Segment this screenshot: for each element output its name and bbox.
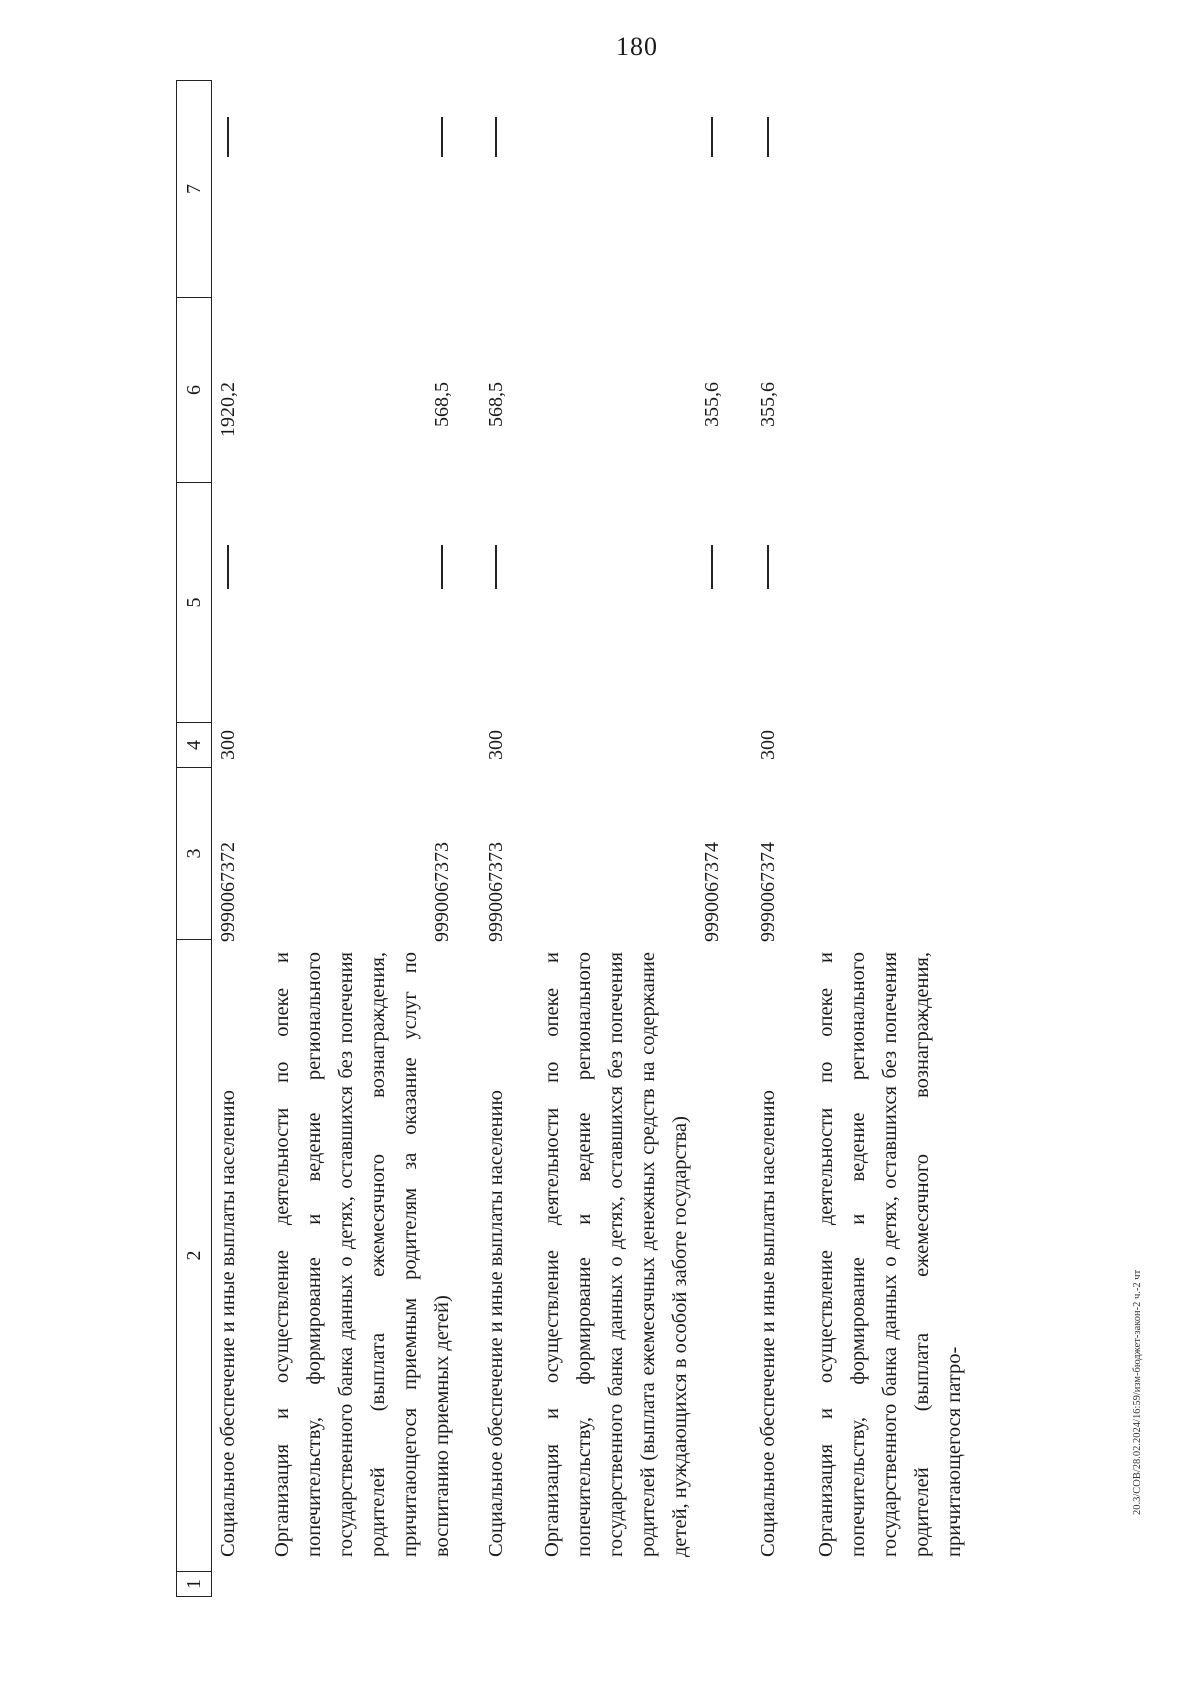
row-col5-dash (212, 497, 229, 597)
row-col7-dash (752, 157, 769, 197)
row-code: 9990067374 (701, 842, 723, 942)
dash-mark (767, 117, 769, 157)
header-col-2: 2 (177, 940, 211, 1572)
dash-mark (711, 117, 713, 157)
row-type: 300 (217, 730, 239, 760)
row-description: Организация и осуществление деятельности по опеке и попечительству, формирование и ведение регионального государственного банка данных о детях, оставшихся без попечения родителей (выплата ежемесячных денежных средств на содержание детей, нуждающихся в особой заботе государства) (541, 952, 691, 1557)
budget-table (176, 80, 965, 1597)
row-code: 9990067372 (217, 842, 239, 942)
row-col7-dash (696, 157, 713, 197)
page-number: 180 (616, 32, 658, 61)
header-col-4: 4 (177, 723, 211, 768)
row-amount: 568,5 (431, 382, 453, 427)
header-col-5: 5 (177, 483, 211, 723)
row-amount: 568,5 (485, 382, 507, 427)
row-type: 300 (757, 730, 779, 760)
dash-mark (441, 545, 443, 589)
row-col5-dash (696, 497, 713, 597)
row-col5-dash (426, 497, 443, 597)
dash-mark (495, 545, 497, 589)
row-col7-dash (480, 157, 497, 197)
row-amount: 1920,2 (217, 382, 239, 437)
row-code: 9990067373 (431, 842, 453, 942)
dash-mark (495, 117, 497, 157)
dash-mark (767, 545, 769, 589)
row-description: Организация и осуществление деятельности по опеке и попечительству, формирование и ведение регионального государственного банка данных о детях, оставшихся без попечения родителей (выплата ежемесячного вознаграждения, причитающегося патро- (815, 952, 965, 1557)
dash-mark (711, 545, 713, 589)
header-col-3: 3 (177, 768, 211, 940)
row-type: 300 (485, 730, 507, 760)
row-code: 9990067373 (485, 842, 507, 942)
dash-mark (227, 117, 229, 157)
header-col-7: 7 (177, 81, 211, 298)
row-col5-dash (752, 497, 769, 597)
dash-mark (227, 545, 229, 589)
row-amount: 355,6 (701, 382, 723, 427)
row-code: 9990067374 (757, 842, 779, 942)
header-col-6: 6 (177, 298, 211, 483)
row-description: Организация и осуществление деятельности по опеке и попечительству, формирование и ведение регионального государственного банка данных о детях, оставшихся без попечения родителей (выплата ежемесячного вознаграждения, причитающегося приемным родителям за оказание услуг по воспитанию приемных детей) (271, 952, 453, 1557)
dash-mark (441, 117, 443, 157)
row-col7-dash (212, 157, 229, 197)
document-footer-code: 20.3/СОВ/28.02.2024/16:59/изм-бюджет-закон-2 ч.-2 чт (1132, 1269, 1143, 1515)
row-amount: 355,6 (757, 382, 779, 427)
row-col7-dash (426, 157, 443, 197)
row-description: Социальное обеспечение и иные выплаты населению (485, 1090, 507, 1557)
row-col5-dash (480, 497, 497, 597)
header-col-1: 1 (183, 1579, 205, 1589)
row-description: Социальное обеспечение и иные выплаты населению (757, 1090, 779, 1557)
row-description: Социальное обеспечение и иные выплаты населению (217, 1090, 239, 1557)
table-header-row (176, 80, 212, 1597)
